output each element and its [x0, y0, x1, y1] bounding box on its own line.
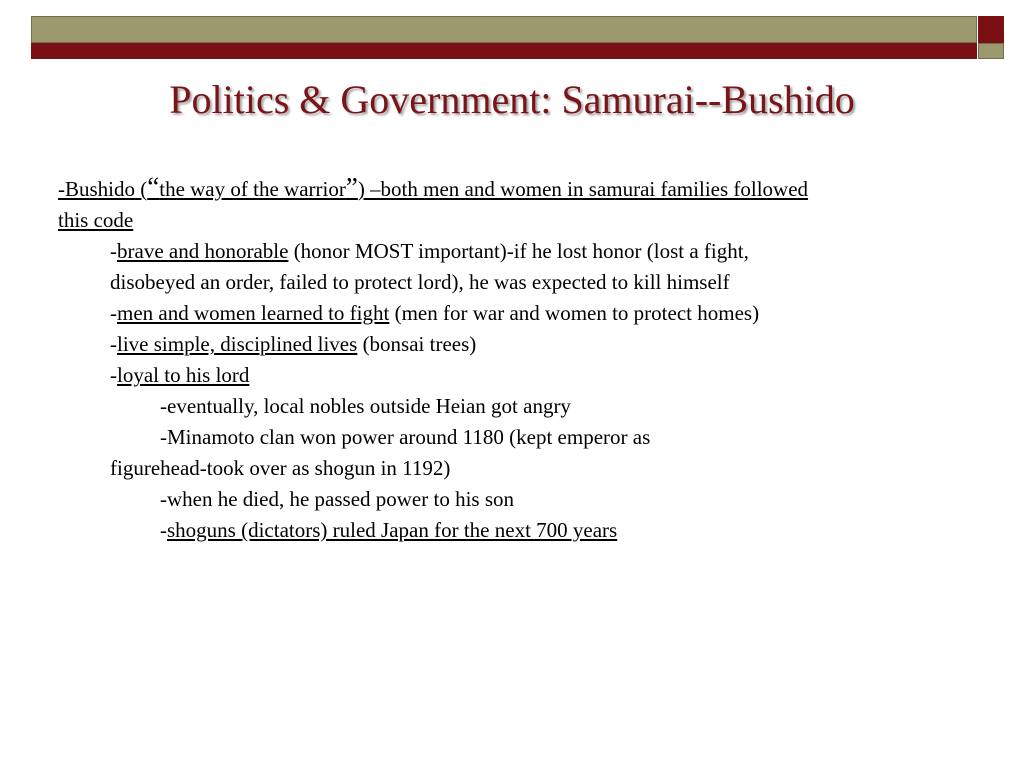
open-quote: “: [147, 172, 160, 202]
bullet-fight: [58, 298, 988, 329]
bullet-fight-key: men and women learned to fight: [117, 301, 390, 325]
bullet-brave: [58, 236, 988, 267]
bullet-simple-key: live simple, disciplined lives: [117, 332, 358, 356]
bullet-dash: -: [110, 363, 117, 387]
intro-term: the way of the warrior: [159, 177, 346, 201]
bullet-dash: -: [110, 301, 117, 325]
intro-prefix: -Bushido (: [58, 177, 148, 201]
intro-rest: ) –both men and women in samurai families followed: [357, 177, 809, 201]
bullet-dash: -: [160, 518, 167, 542]
sub-bullet-son: -when he died, he passed power to his son: [160, 487, 515, 511]
corner-square-olive: [978, 43, 1004, 59]
sub-bullet-shoguns-key: shoguns (dictators) ruled Japan for the next 700 years: [167, 518, 618, 542]
sub-bullet-shoguns: [58, 515, 988, 546]
bullet-fight-rest: (men for war and women to protect homes): [389, 301, 760, 325]
sub-bullet-nobles: -eventually, local nobles outside Heian got angry: [160, 394, 571, 418]
slide-title: Politics & Government: Samurai--Bushido: [169, 77, 855, 122]
slide-body: [58, 174, 988, 546]
bullet-loyal-key: loyal to his lord: [117, 363, 250, 387]
sub-bullet-minamoto-continuation: figurehead-took over as shogun in 1192): [110, 456, 451, 480]
bullet-simple: [58, 329, 988, 360]
corner-square-maroon: [978, 16, 1004, 43]
header-banner-olive: [31, 16, 977, 43]
bullet-brave-continuation: disobeyed an order, failed to protect lord), he was expected to kill himself: [110, 270, 730, 294]
bullet-brave-key: brave and honorable: [117, 239, 289, 263]
intro-line: [58, 174, 988, 205]
intro-continuation: this code: [58, 208, 134, 232]
bullet-simple-rest: (bonsai trees): [357, 332, 477, 356]
header-banner-maroon: [31, 43, 977, 59]
bullet-brave-rest: (honor MOST important)-if he lost honor (lost a fight,: [288, 239, 749, 263]
bullet-dash: -: [110, 239, 117, 263]
bullet-loyal: [58, 360, 988, 391]
sub-bullet-minamoto: -Minamoto clan won power around 1180 (kept emperor as: [160, 425, 651, 449]
close-quote: ”: [345, 172, 358, 202]
bullet-dash: -: [110, 332, 117, 356]
